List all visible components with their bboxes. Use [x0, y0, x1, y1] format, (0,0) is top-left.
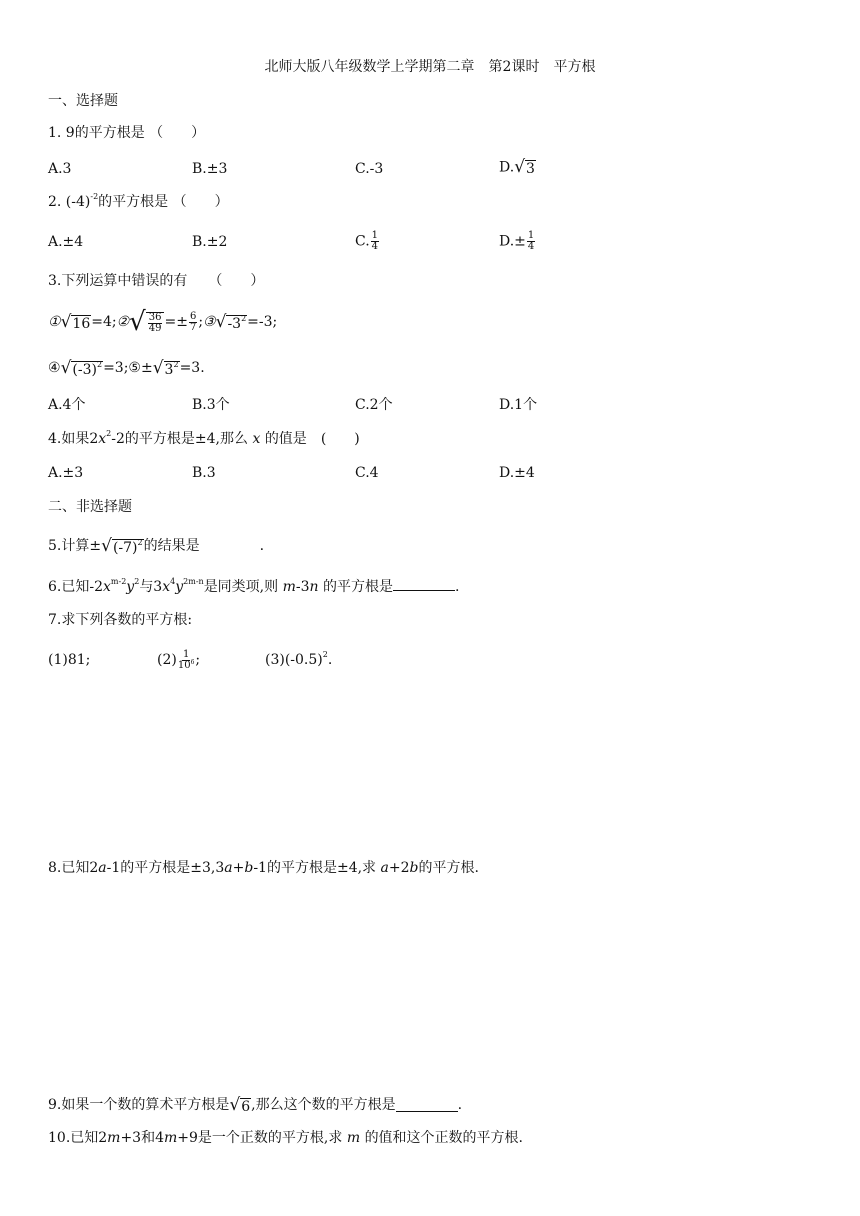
- statement-5-result: =3.: [179, 360, 205, 376]
- radicand: 6: [241, 1098, 251, 1115]
- exponent: 2: [241, 313, 247, 323]
- denominator: $10^6$: [177, 658, 195, 671]
- q1-option-d-label: D.: [499, 159, 515, 176]
- fraction-6-7: [189, 312, 197, 333]
- variable-x: x: [103, 579, 111, 595]
- fraction-1-over-10-6: [178, 650, 195, 671]
- q6-text: 是同类项,则: [203, 579, 279, 595]
- q2-option-c-label: C.: [355, 233, 370, 250]
- exponent: 2: [106, 429, 112, 438]
- q2-option-c: [355, 231, 380, 252]
- section-heading-choice: 一、选择题: [48, 93, 118, 109]
- q2-option-b: B.±2: [192, 234, 228, 250]
- q8-text: -1的平方根是±4,求: [253, 860, 377, 876]
- q2-option-a: A.±4: [48, 234, 84, 250]
- variable-m: m: [282, 579, 296, 595]
- sqrt-6-radical: √ 6: [229, 1094, 251, 1115]
- q4-stem-end: 的值是: [264, 431, 307, 447]
- q6-text: -3: [295, 579, 310, 595]
- fraction-one-quarter: [371, 231, 379, 252]
- statement-1-result: =4;: [91, 314, 117, 330]
- answer-blank[interactable]: [396, 1098, 458, 1112]
- question-2-stem: [48, 193, 229, 211]
- numerator: 1: [182, 648, 190, 660]
- q4-stem-middle: -2的平方根是±4,那么: [111, 431, 248, 447]
- variable-y: y: [175, 579, 184, 595]
- variable-m: m: [346, 1130, 361, 1146]
- answer-blank[interactable]: [393, 577, 455, 591]
- q7-end: .: [327, 652, 333, 668]
- q7-part-2-label: (2): [157, 652, 177, 668]
- q8-text: 8.已知2: [48, 860, 99, 876]
- denominator: 4: [527, 241, 535, 252]
- sqrt-neg-3-squared-radical: √ $-3^2$: [215, 311, 247, 332]
- q6-end: .: [455, 579, 460, 595]
- q2-stem-end: 的平方根是 （ ）: [98, 194, 229, 210]
- q3-option-a: A.4个: [48, 397, 86, 413]
- q8-text: 的平方根.: [418, 860, 479, 876]
- page-title: 北师大版八年级数学上学期第二章 第2课时 平方根: [264, 59, 596, 75]
- q5-middle: 的结果是: [143, 538, 200, 554]
- question-4-stem: [48, 430, 360, 448]
- q1-option-a: A.3: [48, 161, 72, 177]
- q3-statements-line-1: [48, 309, 277, 335]
- q10-text: 10.已知2: [48, 1130, 108, 1146]
- q8-text: +2: [388, 860, 410, 876]
- q10-text: 的值和这个正数的平方根.: [364, 1130, 524, 1146]
- numerator: 6: [189, 310, 197, 322]
- variable-b: b: [244, 860, 254, 876]
- q8-text: +: [232, 860, 245, 876]
- variable-x: x: [252, 431, 261, 447]
- q7-part-1: (1)81;: [48, 652, 91, 668]
- sqrt-fraction-radical: √ $\frac{36}{49}$: [129, 309, 164, 335]
- q4-option-a: A.±3: [48, 465, 84, 481]
- exponent: 2: [173, 359, 179, 369]
- question-5: [48, 534, 264, 558]
- sqrt-3-squared-radical: √ $3^2$: [152, 357, 179, 378]
- denominator: 7: [189, 321, 197, 333]
- sqrt-3-radical: √ 3: [514, 157, 535, 177]
- denominator: 49: [148, 323, 162, 334]
- statement-4-result: =3;: [103, 360, 129, 376]
- variable-m: m: [164, 1130, 178, 1146]
- q9-text: 9.如果一个数的算术平方根是: [48, 1097, 230, 1113]
- exponent: 2: [96, 359, 103, 369]
- question-6: [48, 577, 459, 596]
- sqrt-neg7-squared-radical: √ $(-7)^2$: [101, 535, 143, 556]
- section-heading-non-choice: 二、非选择题: [48, 499, 132, 515]
- variable-a: a: [380, 860, 389, 876]
- radicand: -3: [227, 315, 242, 332]
- statement-marker-2: ②: [116, 314, 130, 330]
- statement-2-pm: =±: [164, 314, 188, 330]
- sqrt-paren-neg3-squared-radical: √ $(-3)^2$: [60, 357, 103, 378]
- radicand: (-3): [72, 361, 97, 378]
- q6-text: 的平方根是: [323, 579, 393, 595]
- question-1-stem: 1. 9的平方根是 （ ）: [48, 125, 206, 141]
- question-8: [48, 859, 479, 877]
- statement-marker-5: ⑤±: [128, 360, 153, 376]
- radicand: 3: [526, 161, 535, 177]
- statement-marker-4: ④: [48, 360, 61, 376]
- question-7-stem: 7.求下列各数的平方根:: [48, 612, 193, 628]
- q1-option-d: [499, 158, 536, 177]
- exponent: 2m-n: [183, 577, 204, 586]
- question-9: [48, 1094, 462, 1116]
- fraction-36-49: [148, 313, 163, 334]
- statement-marker-3: ③: [203, 314, 216, 330]
- q3-statements-line-2: [48, 356, 205, 380]
- q5-start: 5.计算±: [48, 538, 102, 554]
- q7-part-3: [265, 651, 332, 669]
- q10-text: +9是一个正数的平方根,求: [177, 1130, 343, 1146]
- q4-option-d: D.±4: [499, 465, 535, 481]
- exponent: 2: [137, 537, 143, 547]
- variable-n: n: [309, 579, 319, 595]
- variable-a: a: [98, 860, 107, 876]
- exponent: 2: [322, 650, 328, 659]
- question-3-stem: 3.下列运算中错误的有 （ ）: [48, 273, 265, 289]
- denominator: 4: [371, 241, 379, 252]
- answer-paren: ( ): [320, 431, 360, 447]
- q3-option-b: B.3个: [192, 397, 230, 413]
- fraction-one-quarter: [527, 231, 535, 252]
- q3-option-c: C.2个: [355, 397, 393, 413]
- q4-option-c: C.4: [355, 465, 379, 481]
- semicolon: ;: [198, 314, 204, 330]
- q4-stem-start: 4.如果2: [48, 431, 99, 447]
- variable-y: y: [126, 579, 135, 595]
- radicand: (-7): [112, 539, 138, 556]
- variable-b: b: [409, 860, 419, 876]
- q2-option-d: [499, 231, 536, 252]
- exponent: m-2: [110, 577, 127, 586]
- q9-end: .: [457, 1097, 463, 1113]
- numerator: 36: [148, 312, 162, 323]
- q6-start: 6.已知-2: [48, 579, 103, 595]
- variable-a: a: [224, 860, 233, 876]
- radicand: 16: [72, 315, 91, 332]
- numerator: 1: [371, 230, 379, 241]
- q2-exponent: -2: [90, 192, 99, 201]
- q5-end: .: [259, 538, 265, 554]
- q7-part-3-label: (3)(-0.5): [265, 652, 323, 668]
- variable-x: x: [98, 431, 107, 447]
- q2-option-d-label: D.±: [499, 233, 526, 250]
- variable-m: m: [107, 1130, 121, 1146]
- exponent: 2: [134, 577, 140, 586]
- q4-option-b: B.3: [192, 465, 216, 481]
- q2-stem-start: 2. (-4): [48, 194, 91, 210]
- radicand: 3: [164, 361, 174, 378]
- sqrt-16-radical: √ 16: [60, 311, 91, 332]
- q3-option-d: D.1个: [499, 397, 538, 413]
- q1-option-c: C.-3: [355, 161, 384, 177]
- semicolon: ;: [195, 652, 201, 668]
- q10-text: +3和4: [120, 1130, 164, 1146]
- variable-x: x: [162, 579, 171, 595]
- question-10: [48, 1129, 523, 1147]
- numerator: 1: [527, 230, 535, 241]
- q9-text: ,那么这个数的平方根是: [251, 1097, 396, 1113]
- exponent: 4: [170, 577, 176, 586]
- q8-text: -1的平方根是±3,3: [106, 860, 225, 876]
- statement-3-result: =-3;: [247, 314, 278, 330]
- q1-option-b: B.±3: [192, 161, 228, 177]
- q6-text: 与3: [139, 579, 163, 595]
- q7-part-2: [157, 647, 200, 673]
- statement-marker-1: ①: [48, 314, 61, 330]
